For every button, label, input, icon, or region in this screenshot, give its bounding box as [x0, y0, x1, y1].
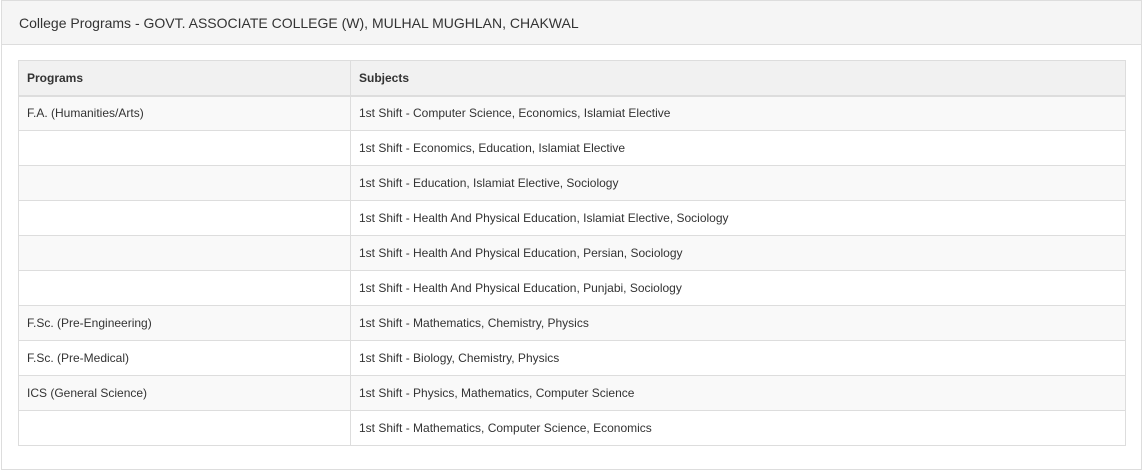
panel-title: College Programs - GOVT. ASSOCIATE COLLEGE (W), MULHAL MUGHLAN, CHAKWAL	[19, 14, 579, 31]
subjects-cell: 1st Shift - Health And Physical Education, Persian, Sociology	[351, 236, 1126, 271]
table-row	[19, 411, 1126, 446]
subjects-cell: 1st Shift - Physics, Mathematics, Computer Science	[351, 376, 1126, 411]
subjects-cell: 1st Shift - Mathematics, Computer Science, Economics	[351, 411, 1126, 446]
table-row	[19, 376, 1126, 411]
table-header-row	[19, 61, 1126, 96]
programs-column-header: Programs	[19, 61, 351, 96]
program-cell: F.A. (Humanities/Arts)	[19, 96, 351, 131]
subjects-cell: 1st Shift - Health And Physical Education, Punjabi, Sociology	[351, 271, 1126, 306]
program-cell	[19, 271, 351, 306]
subjects-cell: 1st Shift - Computer Science, Economics, Islamiat Elective	[351, 96, 1126, 131]
college-programs-panel	[1, 0, 1142, 470]
program-cell: F.Sc. (Pre-Medical)	[19, 341, 351, 376]
table-row	[19, 306, 1126, 341]
table-row	[19, 236, 1126, 271]
program-cell	[19, 131, 351, 166]
program-cell	[19, 411, 351, 446]
table-row	[19, 271, 1126, 306]
subjects-cell: 1st Shift - Economics, Education, Islamiat Elective	[351, 131, 1126, 166]
program-cell	[19, 201, 351, 236]
table-row	[19, 201, 1126, 236]
subjects-column-header: Subjects	[351, 61, 1126, 96]
subjects-cell: 1st Shift - Biology, Chemistry, Physics	[351, 341, 1126, 376]
panel-body	[2, 45, 1141, 446]
program-cell: ICS (General Science)	[19, 376, 351, 411]
subjects-cell: 1st Shift - Health And Physical Education, Islamiat Elective, Sociology	[351, 201, 1126, 236]
subjects-cell: 1st Shift - Mathematics, Chemistry, Physics	[351, 306, 1126, 341]
table-row	[19, 131, 1126, 166]
subjects-cell: 1st Shift - Education, Islamiat Elective, Sociology	[351, 166, 1126, 201]
table-row	[19, 96, 1126, 131]
table-row	[19, 341, 1126, 376]
panel-heading	[2, 1, 1141, 45]
table-row	[19, 166, 1126, 201]
program-cell: F.Sc. (Pre-Engineering)	[19, 306, 351, 341]
program-cell	[19, 166, 351, 201]
program-cell	[19, 236, 351, 271]
programs-table	[18, 60, 1126, 446]
